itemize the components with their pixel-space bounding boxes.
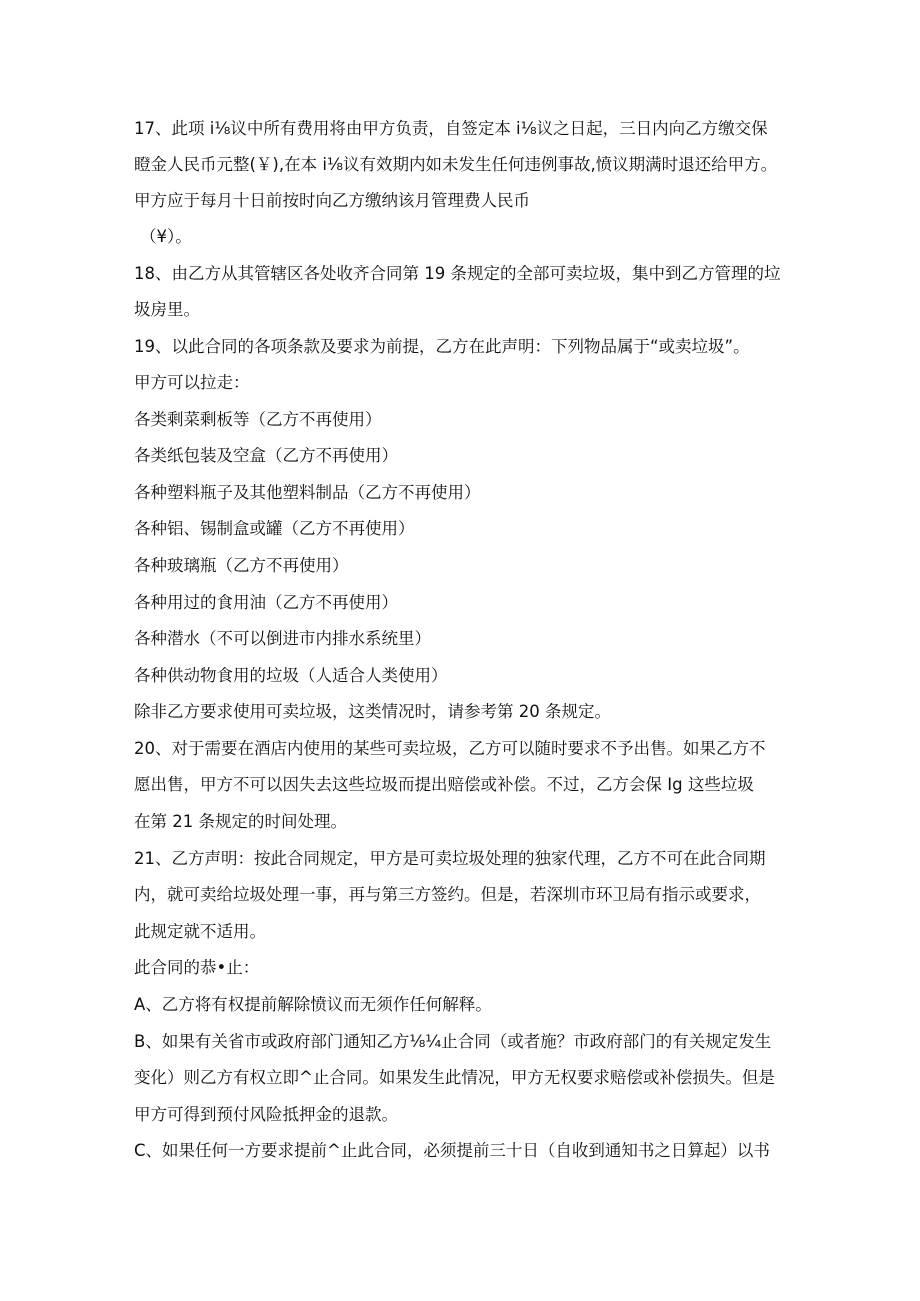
text-line: 17、此项 i⅛议中所有费用将由甲方负责，自签定本 i⅛议之日起，三日内向乙方缴交保 — [134, 119, 768, 138]
text-line: 各种供动物食用的垃圾（人适合人类使用） — [134, 666, 448, 685]
text-line: 变化）则乙方有权立即^止合同。如果发生此情况，甲方无权要求赔偿或补偿损失。但是 — [134, 1068, 775, 1087]
text-line: 此规定就不适用。 — [134, 922, 266, 941]
text-line: 除非乙方要求使用可卖垃圾，这类情况时，请参考第 20 条规定。 — [134, 702, 611, 721]
text-line: 20、对于需要在酒店内使用的某些可卖垃圾，乙方可以随时要求不予出售。如果乙方不 — [134, 739, 766, 758]
text-line: 瞪金人民币元整(￥),在本 i⅛议有效期内如未发生任何违例事故,愤议期满时退还给甲方。 — [134, 155, 778, 174]
text-line: 各种用过的食用油（乙方不再使用） — [134, 593, 398, 612]
text-line: 各种塑料瓶子及其他塑料制品（乙方不再使用） — [134, 483, 481, 502]
text-line: C、如果任何一方要求提前^止此合同，必须提前三十日（自收到通知书之日算起）以书 — [134, 1141, 770, 1160]
text-line: 此合同的恭•止： — [134, 958, 260, 977]
text-line: 18、由乙方从其管辖区各处收齐合同第 19 条规定的全部可卖垃圾，集中到乙方管理的垃 — [134, 264, 781, 283]
text-line: 各类纸包装及空盒（乙方不再使用） — [134, 446, 398, 465]
text-line: 各种铝、锡制盒或罐（乙方不再使用） — [134, 519, 415, 538]
text-line: 愿出售，甲方不可以因失去这些垃圾而提出赔偿或补偿。不过，乙方会保 Ig 这些垃圾 — [134, 775, 754, 794]
text-line: 各种玻璃瓶（乙方不再使用） — [134, 556, 349, 575]
text-line: 甲方可得到预付风险抵押金的退款。 — [134, 1105, 398, 1124]
text-line: B、如果有关省市或政府部门通知乙方⅛¼止合同（或者施？市政府部门的有关规定发生 — [134, 1032, 772, 1051]
text-line: A、乙方将有权提前解除愤议而无须作任何解释。 — [134, 995, 492, 1014]
text-line: 圾房里。 — [134, 300, 200, 319]
text-line: 21、乙方声明：按此合同规定，甲方是可卖垃圾处理的独家代理，乙方不可在此合同期 — [134, 849, 766, 868]
text-line: 19、以此合同的各项条款及要求为前提，乙方在此声明：下列物品属于“或卖垃圾”。 — [134, 337, 750, 356]
text-line: 各种潜水（不可以倒进市内排水系统里） — [134, 629, 431, 648]
text-line: 各类剩菜剩板等（乙方不再使用） — [134, 410, 382, 429]
text-line: 甲方应于每月十日前按时向乙方缴纳该月管理费人民币 — [134, 191, 530, 210]
text-line: 在第 21 条规定的时间处理。 — [134, 812, 347, 831]
text-line: 甲方可以拉走： — [134, 373, 250, 392]
text-line: 内，就可卖给垃圾处理一事，再与第三方签约。但是，若深圳市环卫局有指示或要求， — [134, 885, 761, 904]
text-line: （¥）。 — [140, 227, 192, 246]
